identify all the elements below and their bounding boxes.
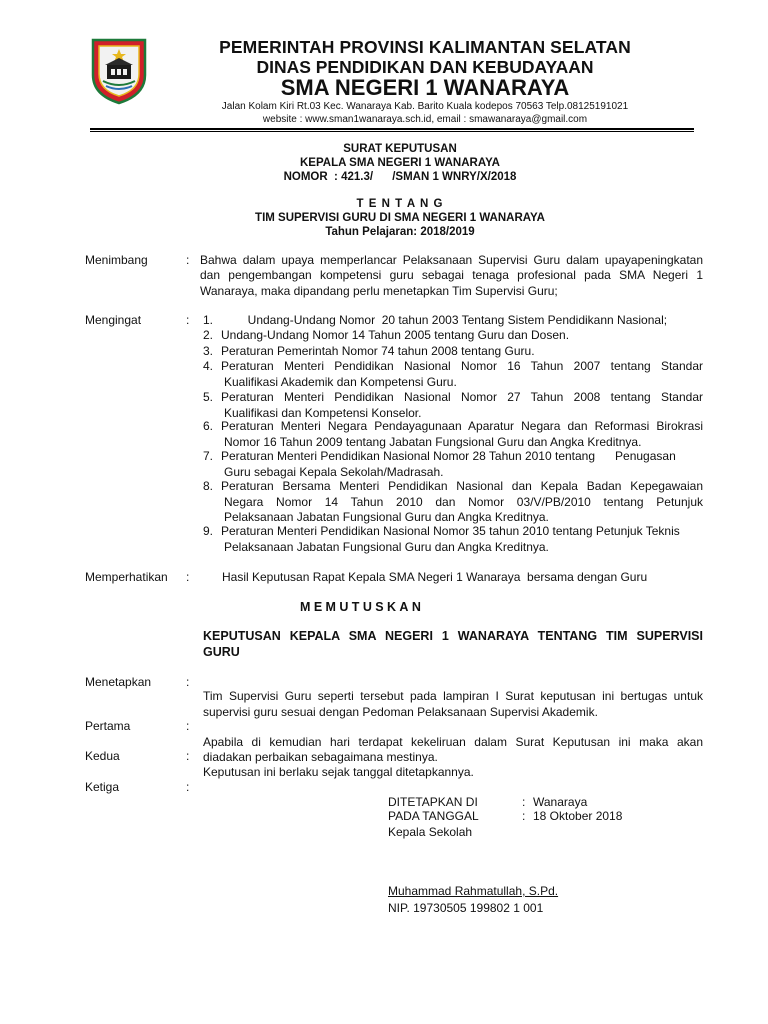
keputusan-line-2: GURU (203, 645, 240, 659)
list-text-cont: Pelaksanaan Jabatan Fungsional Guru dan Angka Kreditnya. (224, 510, 549, 524)
ketiga-colon: : (186, 780, 190, 794)
list-text: Peraturan Menteri Pendidikan Nasional Nomor 27 Tahun 2008 tentang Standar (221, 390, 703, 404)
kedua-line-1: Apabila di kemudian hari terdapat kekeliruan dalam Surat Keputusan ini maka akan (203, 735, 703, 749)
memutuskan-heading: MEMUTUSKAN (300, 600, 425, 614)
doc-issuer: KEPALA SMA NEGERI 1 WANARAYA (299, 157, 500, 169)
pertama-colon: : (186, 719, 190, 733)
list-item (203, 328, 703, 344)
list-item (203, 344, 703, 360)
doc-title: SURAT KEPUTUSAN (343, 143, 457, 155)
menetapkan-label: Menetapkan (85, 675, 152, 689)
list-text: Undang-Undang Nomor 14 Tahun 2005 tentang Guru dan Dosen. (221, 328, 570, 342)
list-number: 9. (203, 524, 214, 538)
memperhatikan-text: Hasil Keputusan Rapat Kepala SMA Negeri 1 Wanaraya bersama dengan Guru (222, 570, 648, 584)
list-text: Peraturan Menteri Pendidikan Nasional Nomor 28 Tahun 2010 tentang Penugasan (221, 449, 676, 463)
ditetapkan-label: DITETAPKAN DI (388, 795, 478, 809)
ketiga-label: Ketiga (85, 780, 120, 794)
ditetapkan-value: Wanaraya (533, 795, 588, 809)
list-text-cont: Kualifikasi Akademik dan Kompetensi Guru. (224, 374, 457, 389)
ditetapkan-colon: : (522, 795, 526, 809)
list-number: 1. (203, 313, 214, 327)
list-text: Peraturan Menteri Pendidikan Nasional Nomor 16 Tahun 2007 tentang Standar (221, 359, 703, 373)
list-item (203, 390, 703, 421)
header-line-1: PEMERINTAH PROVINSI KALIMANTAN SELATAN (219, 37, 631, 57)
mengingat-colon: : (186, 313, 190, 327)
signer-position: Kepala Sekolah (388, 825, 473, 839)
tanggal-label: PADA TANGGAL (388, 809, 479, 823)
header-rule-thick (90, 128, 694, 130)
tanggal-value: 18 Oktober 2018 (533, 809, 623, 823)
list-text-cont: Pelaksanaan Jabatan Fungsional Guru dan Angka Kreditnya. (224, 539, 549, 554)
list-number: 3. (203, 344, 214, 358)
menimbang-line-2: dan pengembangan kompetensi guru sebagai tenaga profesional pada SMA Negeri 1 (200, 268, 703, 282)
menimbang-line-1: Bahwa dalam upaya memperlancar Pelaksanaan Supervisi Guru dalam upayapeningkatan (200, 253, 703, 267)
list-text-cont: Guru sebagai Kepala Sekolah/Madrasah. (224, 464, 444, 479)
list-number: 7. (203, 449, 214, 463)
keputusan-line-1: KEPUTUSAN KEPALA SMA NEGERI 1 WANARAYA TENTANG TIM SUPERVISI (203, 629, 703, 643)
memperhatikan-colon: : (186, 570, 190, 584)
list-text: Undang-Undang Nomor 20 tahun 2003 Tentang Sistem Pendidikann Nasional; (221, 313, 668, 327)
list-text: Peraturan Bersama Menteri Pendidikan Nasional dan Kepala Badan Kepegawaian (221, 479, 703, 493)
kedua-label: Kedua (85, 749, 120, 763)
list-number: 2. (203, 328, 214, 342)
list-text-cont: Nomor 16 Tahun 2009 tentang Jabatan Fungsional Guru dan Angka Kreditnya. (224, 434, 642, 449)
pertama-line-2: supervisi guru sesuai dengan Pedoman Pelaksanaan Supervisi Akademik. (203, 705, 598, 719)
list-item (203, 479, 703, 526)
doc-tentang: T E N T A N G (356, 198, 444, 210)
kedua-colon: : (186, 749, 190, 763)
list-item (203, 449, 703, 480)
mengingat-label: Mengingat (85, 313, 142, 327)
menetapkan-colon: : (186, 675, 190, 689)
header-rule-thin (90, 131, 694, 132)
list-text-cont: Kualifikasi dan Kompetensi Konselor. (224, 405, 422, 420)
list-number: 6. (203, 419, 214, 433)
list-number: 5. (203, 390, 214, 404)
doc-school-year: Tahun Pelajaran: 2018/2019 (325, 226, 475, 238)
school-address: Jalan Kolam Kiri Rt.03 Kec. Wanaraya Kab. Barito Kuala kodepos 70563 Telp.08125191021 (221, 101, 629, 112)
signer-nip: NIP. 19730505 199802 1 001 (388, 901, 544, 915)
pertama-line-1: Tim Supervisi Guru seperti tersebut pada lampiran I Surat keputusan ini bertugas untuk (203, 689, 703, 703)
doc-number: NOMOR : 421.3/ /SMAN 1 WNRY/X/2018 (283, 171, 517, 183)
header-line-2: DINAS PENDIDIKAN DAN KEBUDAYAAN (256, 57, 594, 77)
list-number: 8. (203, 479, 214, 493)
list-number: 4. (203, 359, 214, 373)
list-text: Peraturan Menteri Negara Pendayagunaan Aparatur Negara dan Reformasi Birokrasi (221, 419, 703, 433)
signer-name: Muhammad Rahmatullah, S.Pd. (388, 884, 559, 898)
menimbang-label: Menimbang (85, 253, 148, 267)
menimbang-colon: : (186, 253, 190, 267)
pertama-label: Pertama (85, 719, 131, 733)
list-item (203, 359, 703, 390)
doc-subject: TIM SUPERVISI GURU DI SMA NEGERI 1 WANARAYA (255, 212, 545, 224)
list-text: Peraturan Menteri Pendidikan Nasional Nomor 35 tahun 2010 tentang Petunjuk Teknis (221, 524, 680, 538)
kedua-line-2: diadakan perbaikan sebagaimana mestinya. (203, 750, 438, 764)
ketiga-line-1: Keputusan ini berlaku sejak tanggal ditetapkannya. (203, 765, 474, 779)
list-text: Peraturan Pemerintah Nomor 74 tahun 2008 tentang Guru. (221, 344, 535, 358)
menimbang-line-3: Wanaraya, maka dipandang perlu menetapkan Tim Supervisi Guru; (200, 284, 558, 298)
tanggal-colon: : (522, 809, 526, 823)
memperhatikan-label: Memperhatikan (85, 570, 168, 584)
school-contact: website : www.sman1wanaraya.sch.id, email : smawanaraya@gmail.com (262, 114, 588, 125)
list-item (203, 313, 703, 329)
provincial-emblem-icon (90, 37, 148, 105)
list-item (203, 419, 703, 450)
list-text-cont: Negara Nomor 14 Tahun 2010 dan Nomor 03/V/PB/2010 tentang Petunjuk (224, 494, 703, 509)
school-name: SMA NEGERI 1 WANARAYA (280, 75, 570, 100)
list-item (203, 524, 703, 555)
